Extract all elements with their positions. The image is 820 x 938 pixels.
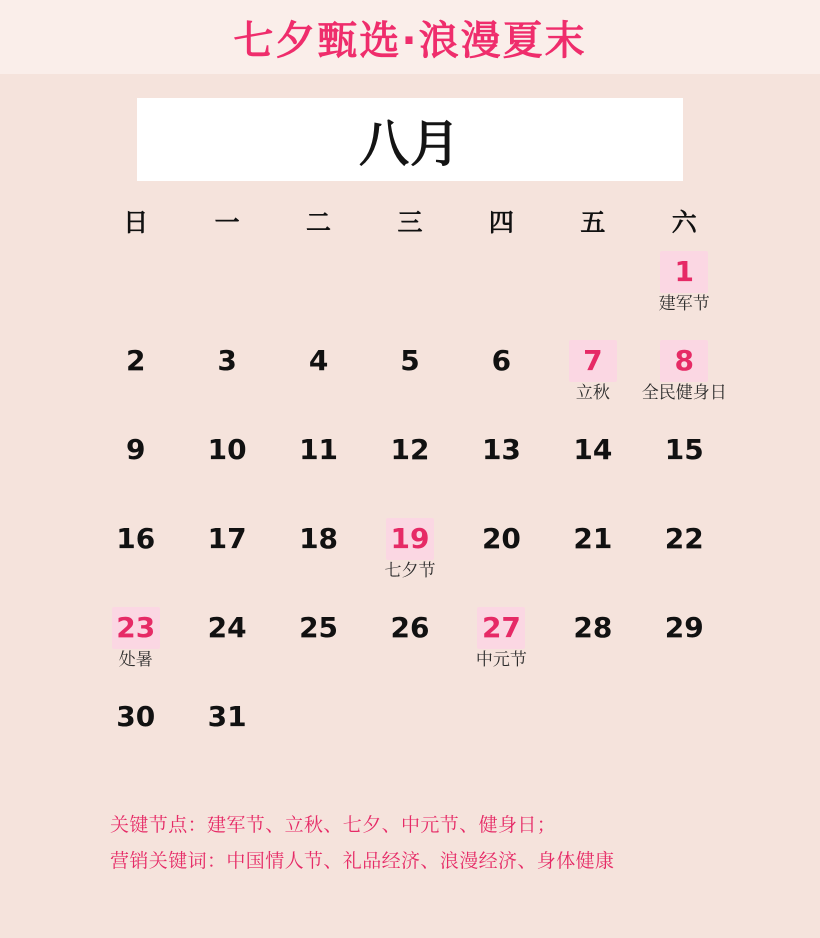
- calendar-week-row: [90, 607, 730, 696]
- day-cell[interactable]: [90, 607, 181, 696]
- day-number: 10: [207, 433, 247, 466]
- day-note: 立秋: [575, 383, 610, 403]
- day-cell[interactable]: [364, 607, 455, 696]
- calendar-grid: [90, 195, 730, 785]
- day-cell[interactable]: [181, 251, 272, 340]
- day-cell[interactable]: [181, 340, 272, 429]
- day-cell[interactable]: [364, 251, 455, 340]
- day-number: [660, 696, 708, 738]
- day-number: 6: [491, 344, 512, 377]
- day-number: 15: [664, 433, 704, 466]
- day-number: 14: [573, 433, 613, 466]
- day-cell[interactable]: [364, 518, 455, 607]
- day-cell[interactable]: [273, 251, 364, 340]
- day-cell[interactable]: [273, 518, 364, 607]
- day-number: [569, 251, 617, 293]
- day-note: 七夕节: [384, 561, 436, 581]
- day-cell[interactable]: [273, 340, 364, 429]
- day-cell[interactable]: [547, 429, 638, 518]
- day-number: 25: [299, 611, 339, 644]
- calendar-week-row: [90, 251, 730, 340]
- day-cell[interactable]: [181, 696, 272, 785]
- day-cell[interactable]: [456, 340, 547, 429]
- day-number: 23: [112, 607, 160, 649]
- day-number: 19: [386, 518, 434, 560]
- day-cell[interactable]: [547, 696, 638, 785]
- day-number: [569, 696, 617, 738]
- day-note: 建军节: [658, 294, 710, 314]
- weekday-wed: 三: [397, 208, 423, 237]
- day-number: 21: [573, 522, 613, 555]
- calendar-week-row: [90, 429, 730, 518]
- day-cell[interactable]: [456, 607, 547, 696]
- day-cell[interactable]: [639, 251, 730, 340]
- day-cell[interactable]: [639, 340, 730, 429]
- day-number: [477, 696, 525, 738]
- poster-title: 七夕甄选·浪漫夏末: [233, 17, 587, 64]
- day-number: [386, 696, 434, 738]
- day-number: 16: [116, 522, 156, 555]
- calendar-week-row: [90, 340, 730, 429]
- day-cell[interactable]: [90, 429, 181, 518]
- day-number: [112, 251, 160, 293]
- day-number: 7: [569, 340, 617, 382]
- weekday-header: [90, 195, 730, 245]
- marketing-keywords-line: 营销关键词：中国情人节、礼品经济、浪漫经济、身体健康: [110, 850, 615, 873]
- day-number: 2: [125, 344, 146, 377]
- day-cell[interactable]: [181, 518, 272, 607]
- day-cell[interactable]: [639, 696, 730, 785]
- day-cell[interactable]: [456, 696, 547, 785]
- day-cell[interactable]: [547, 251, 638, 340]
- day-cell[interactable]: [273, 429, 364, 518]
- day-cell[interactable]: [90, 696, 181, 785]
- day-cell[interactable]: [456, 251, 547, 340]
- footer-notes: [110, 807, 710, 879]
- day-number: [295, 696, 343, 738]
- day-cell[interactable]: [90, 518, 181, 607]
- calendar-weeks: [90, 251, 730, 785]
- key-dates-line: 关键节点：建军节、立秋、七夕、中元节、健身日；: [110, 814, 557, 836]
- day-number: [295, 251, 343, 293]
- day-number: [477, 251, 525, 293]
- weekday-thu: 四: [488, 208, 514, 237]
- day-number: 8: [660, 340, 708, 382]
- day-note: 处暑: [118, 650, 153, 670]
- poster-banner: [0, 0, 820, 74]
- day-cell[interactable]: [639, 607, 730, 696]
- day-number: 18: [299, 522, 339, 555]
- weekday-mon: 一: [214, 208, 240, 237]
- month-plate: [137, 98, 683, 181]
- day-number: 4: [308, 344, 329, 377]
- day-number: 12: [390, 433, 430, 466]
- day-cell[interactable]: [547, 518, 638, 607]
- day-note: 全民健身日: [641, 383, 727, 403]
- day-number: 13: [481, 433, 521, 466]
- day-number: 20: [481, 522, 521, 555]
- day-number: 29: [664, 611, 704, 644]
- day-number: [386, 251, 434, 293]
- weekday-tue: 二: [306, 208, 332, 237]
- weekday-fri: 五: [580, 208, 606, 237]
- day-cell[interactable]: [90, 251, 181, 340]
- day-number: 30: [116, 700, 156, 733]
- day-cell[interactable]: [181, 429, 272, 518]
- day-number: 31: [207, 700, 247, 733]
- day-cell[interactable]: [181, 607, 272, 696]
- day-number: 5: [400, 344, 420, 377]
- day-number: 28: [573, 611, 613, 644]
- day-number: 9: [125, 433, 146, 466]
- day-cell[interactable]: [639, 429, 730, 518]
- day-number: 24: [207, 611, 247, 644]
- day-cell[interactable]: [364, 340, 455, 429]
- day-note: 中元节: [475, 650, 527, 670]
- day-number: 3: [217, 344, 237, 377]
- day-cell[interactable]: [547, 607, 638, 696]
- day-number: 11: [299, 433, 339, 466]
- day-number: [203, 251, 251, 293]
- day-number: 27: [477, 607, 525, 649]
- day-cell[interactable]: [456, 429, 547, 518]
- day-cell[interactable]: [90, 340, 181, 429]
- day-number: 1: [660, 251, 708, 293]
- day-cell[interactable]: [547, 340, 638, 429]
- calendar-week-row: [90, 696, 730, 785]
- weekday-sun: 日: [123, 208, 149, 237]
- day-number: 17: [207, 522, 247, 555]
- day-cell[interactable]: [456, 518, 547, 607]
- day-cell[interactable]: [273, 696, 364, 785]
- day-cell[interactable]: [273, 607, 364, 696]
- day-cell[interactable]: [364, 429, 455, 518]
- day-cell[interactable]: [364, 696, 455, 785]
- day-number: 26: [390, 611, 430, 644]
- month-label: 八月: [359, 114, 461, 173]
- day-number: 22: [664, 522, 704, 555]
- weekday-sat: 六: [671, 208, 697, 237]
- day-cell[interactable]: [639, 518, 730, 607]
- calendar-week-row: [90, 518, 730, 607]
